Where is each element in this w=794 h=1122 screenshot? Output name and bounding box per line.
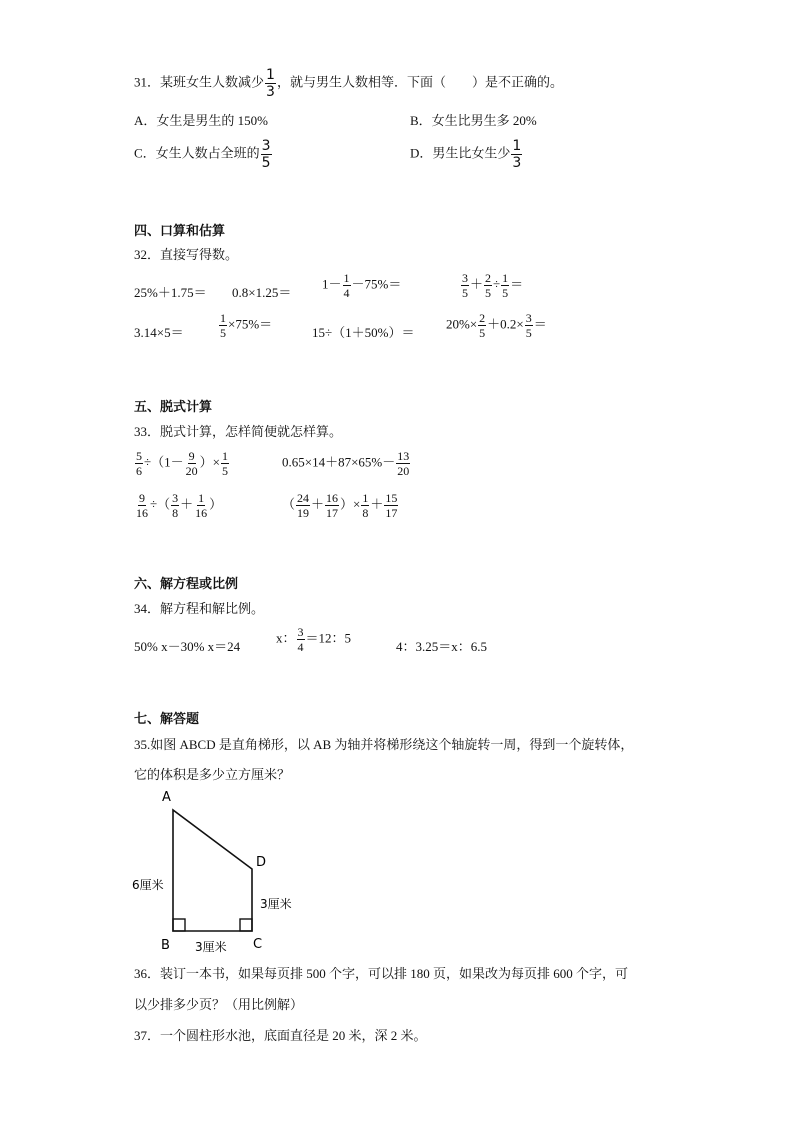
q37-line-1: 37．一个圆柱形水池，底面直径是 20 米，深 2 米。 (134, 1028, 427, 1043)
side-label-cd: 3厘米 (260, 897, 292, 911)
q31-stem-text: 31．某班女生人数减少 (134, 74, 265, 90)
side-label-ab: 6厘米 (132, 878, 164, 892)
q31-option-d-fraction: $\frac{1}{3}$ (512, 138, 522, 171)
q32-expr-2: 0.8×1.25＝ (232, 285, 292, 300)
q36-line-2: 以少排多少页？（用比例解） (134, 997, 304, 1012)
q32-expr-8: 20%× $\frac{2}{5}$ ＋0.2× $\frac{3}{5}$ ＝ (446, 311, 547, 340)
q33-expr-d: （ $\frac{24}{19}$ ＋ $\frac{16}{17}$ ）× $\frac{1}{8}$ ＋ $\frac{15}{17}$ (282, 491, 398, 520)
q33-stem: 33．脱式计算，怎样简便就怎样算。 (134, 424, 343, 439)
q32-expr-6: $\frac{1}{5}$ ×75%＝ (220, 311, 273, 340)
trapezoid-abcd (173, 810, 252, 931)
q33-expr-a: $\frac{5}{6}$ ÷（1－ $\frac{9}{20}$ ）× $\frac{1}{5}$ (136, 449, 228, 478)
vertex-label-b: B (161, 938, 170, 953)
q32-stem: 32．直接写得数。 (134, 247, 239, 262)
q32-expr-1: 25%＋1.75＝ (134, 285, 207, 300)
q36-line-1: 36．装订一本书，如果每页排 500 个字，可以排 180 页，如果改为每页排 600 个字，可 (134, 966, 629, 981)
q31-option-a: A．女生是男生的 150% (134, 113, 268, 128)
q31-option-b: B．女生比男生多 20% (410, 113, 537, 128)
side-label-bc: 3厘米 (195, 940, 227, 954)
q33-expr-b: 0.65×14＋87×65%－ $\frac{13}{20}$ (282, 449, 410, 478)
q34-stem: 34．解方程和解比例。 (134, 601, 265, 616)
q34-expr-1: 50% x－30% x＝24 (134, 639, 241, 654)
q35-line-2: 它的体积是多少立方厘米？ (134, 767, 291, 782)
section-5-title: 五、脱式计算 (134, 400, 213, 415)
right-angle-b (173, 919, 185, 931)
vertex-label-c: C (253, 937, 263, 952)
section-6-title: 六、解方程或比例 (134, 577, 239, 592)
q34-expr-3: 4：3.25＝x：6.5 (396, 639, 488, 654)
q31-stem-fraction: $\frac{1}{3}$ (266, 67, 275, 100)
q31-option-c (134, 139, 273, 170)
q34-expr-2: x： $\frac{3}{4}$ ＝12：5 (276, 625, 352, 654)
vertex-label-d: D (256, 855, 267, 870)
vertex-label-a: A (162, 790, 171, 805)
section-4-title: 四、口算和估算 (134, 224, 226, 239)
q32-expr-3: 1－ $\frac{1}{4}$ －75%＝ (322, 271, 402, 300)
q31-option-d-text: D．男生比女生少 (410, 145, 511, 161)
q31-option-c-text: C．女生人数占全班的 (134, 145, 260, 161)
section-7-title: 七、解答题 (134, 712, 200, 727)
trapezoid-figure (128, 784, 308, 956)
q31-option-d (410, 139, 523, 170)
q31-option-c-fraction: $\frac{3}{5}$ (261, 138, 271, 171)
q35-line-1: 35.如图 ABCD 是直角梯形，以 AB 为轴并将梯形绕这个轴旋转一周，得到一个旋转体， (134, 737, 634, 752)
q32-expr-4: $\frac{3}{5}$ ＋ $\frac{2}{5}$ ÷ $\frac{1}{5}$ ＝ (462, 271, 524, 300)
q31-stem-text-2: ，就与男生人数相等．下面（ ）是不正确的。 (276, 74, 563, 90)
q32-expr-5: 3.14×5＝ (134, 325, 184, 340)
q31-stem (134, 68, 563, 99)
q33-expr-c: $\frac{9}{16}$ ÷（ $\frac{3}{8}$ ＋ $\frac{1}{16}$ ） (136, 491, 223, 520)
q32-expr-7: 15÷（1＋50%）＝ (312, 325, 415, 340)
right-angle-c (240, 919, 252, 931)
